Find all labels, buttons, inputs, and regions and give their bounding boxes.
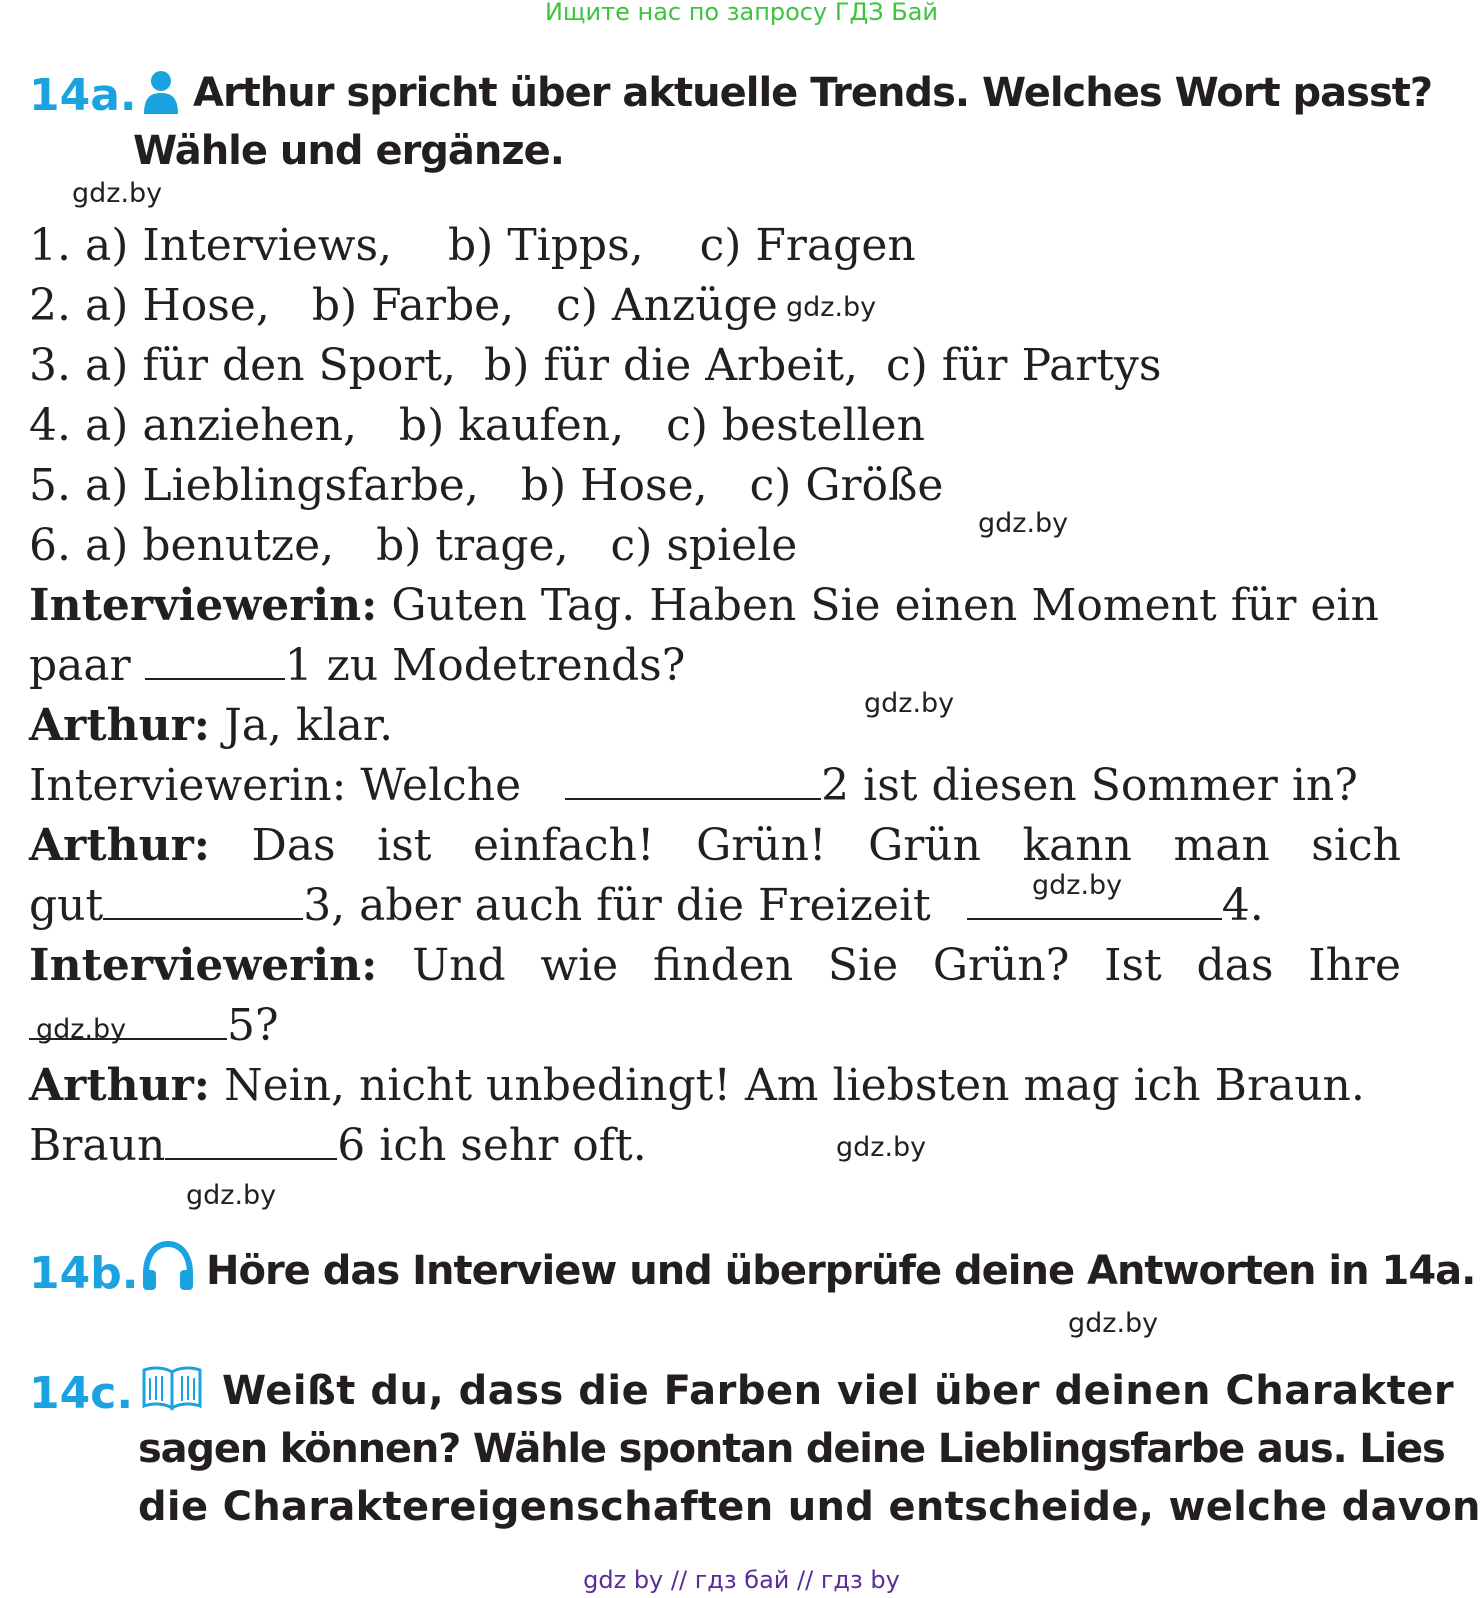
option-number: 2. — [29, 280, 71, 331]
option-a: a) Lieblingsfarbe, — [84, 460, 479, 511]
watermark: gdz.by — [72, 178, 163, 209]
word: Grün — [868, 820, 981, 871]
word: einfach! — [472, 820, 655, 871]
word: wie — [540, 940, 619, 991]
word: Das — [251, 820, 336, 871]
option-b: b) Tipps, — [448, 220, 644, 271]
speaker-label: Arthur: — [29, 1060, 211, 1111]
option-a: a) Interviews, — [84, 220, 393, 271]
watermark: gdz.by — [1032, 870, 1123, 901]
dialogue-line-9 — [29, 1060, 1365, 1111]
watermark: gdz.by — [186, 1180, 277, 1211]
dialogue-line-10 — [29, 1120, 647, 1171]
option-number: 6. — [29, 520, 71, 571]
option-row-5 — [29, 460, 943, 511]
person-icon — [142, 70, 180, 114]
exercise-14a-title-line1: Arthur spricht über aktuelle Trends. Welches Wort passt? — [193, 70, 1433, 116]
dialogue-text: Nein, nicht unbedingt! Am liebsten mag ich Braun. — [224, 1060, 1365, 1111]
exercise-14c-number: 14c. — [29, 1368, 134, 1419]
word: kann — [1022, 820, 1133, 871]
answer-blank-6[interactable] — [165, 1124, 337, 1160]
option-a: a) benutze, — [84, 520, 335, 571]
word: Grün! — [696, 820, 827, 871]
exercise-14a-title-line2: Wähle und ergänze. — [133, 128, 565, 174]
option-row-6 — [29, 520, 797, 571]
exercise-14b-number: 14b. — [29, 1248, 139, 1299]
word: finden — [652, 940, 794, 991]
word: Sie — [827, 940, 899, 991]
option-b: b) trage, — [376, 520, 569, 571]
dialogue-line-2 — [29, 640, 685, 691]
dialogue-line-1 — [29, 580, 1379, 631]
watermark: gdz.by — [1068, 1308, 1159, 1339]
option-number: 3. — [29, 340, 71, 391]
option-row-2 — [29, 280, 778, 331]
option-number: 1. — [29, 220, 71, 271]
option-c: c) für Partys — [886, 340, 1162, 391]
watermark: gdz.by — [864, 688, 955, 719]
dialogue-text: 5? — [227, 1000, 279, 1051]
speaker-label: Interviewerin: — [29, 580, 378, 631]
option-row-1 — [29, 220, 916, 271]
option-b: b) kaufen, — [398, 400, 625, 451]
dialogue-text: 1 zu Modetrends? — [284, 640, 686, 691]
top-banner: Ищите нас по запросу ГДЗ Бай — [544, 0, 939, 26]
option-c: c) Fragen — [699, 220, 916, 271]
answer-blank-2[interactable] — [565, 764, 821, 800]
answer-blank-1[interactable] — [145, 644, 285, 680]
dialogue-text: 3, aber auch für die Freizeit — [303, 880, 931, 931]
dialogue-text: paar — [29, 640, 131, 691]
option-b: b) Hose, — [520, 460, 708, 511]
dialogue-text: Braun — [29, 1120, 166, 1171]
dialogue-text: 4. — [1221, 880, 1264, 931]
option-a: a) anziehen, — [84, 400, 357, 451]
footer-banner: gdz by // гдз бай // гдз by — [583, 1566, 900, 1594]
watermark: gdz.by — [978, 508, 1069, 539]
option-c: c) spiele — [610, 520, 798, 571]
exercise-14c-line1: Weißt du, dass die Farben viel über deinen Charakter — [222, 1368, 1455, 1414]
option-a: a) Hose, — [84, 280, 270, 331]
option-c: c) Größe — [749, 460, 944, 511]
word: sich — [1311, 820, 1401, 871]
option-a: a) für den Sport, — [84, 340, 457, 391]
dialogue-text: Ja, klar. — [224, 700, 394, 751]
word: Und — [412, 940, 506, 991]
exercise-14a-number: 14a. — [29, 70, 137, 121]
word: ist — [377, 820, 432, 871]
option-row-3 — [29, 340, 1161, 391]
speaker-label: Arthur: — [29, 700, 211, 751]
option-number: 5. — [29, 460, 71, 511]
dialogue-text: Interviewerin: Welche — [29, 760, 522, 811]
speaker-label: Interviewerin: — [29, 940, 378, 991]
dialogue-line-3 — [29, 700, 393, 751]
watermark: gdz.by — [36, 1014, 127, 1045]
word: Grün? — [932, 940, 1070, 991]
dialogue-line-5 — [29, 820, 1401, 871]
watermark: gdz.by — [786, 292, 877, 323]
exercise-14c-line3: die Charaktereigenschaften und entscheide, welche davon — [138, 1484, 1481, 1530]
word: das — [1196, 940, 1274, 991]
word: man — [1173, 820, 1270, 871]
option-row-4 — [29, 400, 925, 451]
headphones-icon — [140, 1240, 196, 1292]
answer-blank-3[interactable] — [103, 884, 303, 920]
option-c: c) bestellen — [666, 400, 925, 451]
option-b: b) Farbe, — [311, 280, 515, 331]
watermark: gdz.by — [836, 1132, 927, 1163]
exercise-14c-line2: sagen können? Wähle spontan deine Lieblingsfarbe aus. Lies — [138, 1426, 1445, 1472]
dialogue-text: 2 ist diesen Sommer in? — [821, 760, 1358, 811]
dialogue-line-4 — [29, 760, 1358, 811]
option-c: c) Anzüge — [556, 280, 778, 331]
word: Ist — [1104, 940, 1162, 991]
exercise-14b-title: Höre das Interview und überprüfe deine Antworten in 14a. — [206, 1248, 1476, 1294]
dialogue-text: Guten Tag. Haben Sie einen Moment für ein — [391, 580, 1379, 631]
word: Ihre — [1308, 940, 1401, 991]
speaker-label: Arthur: — [29, 820, 211, 871]
dialogue-text: gut — [29, 880, 104, 931]
dialogue-text: 6 ich sehr oft. — [337, 1120, 647, 1171]
option-b: b) für die Arbeit, — [484, 340, 859, 391]
book-icon — [140, 1364, 204, 1412]
option-number: 4. — [29, 400, 71, 451]
dialogue-line-7 — [29, 940, 1401, 991]
